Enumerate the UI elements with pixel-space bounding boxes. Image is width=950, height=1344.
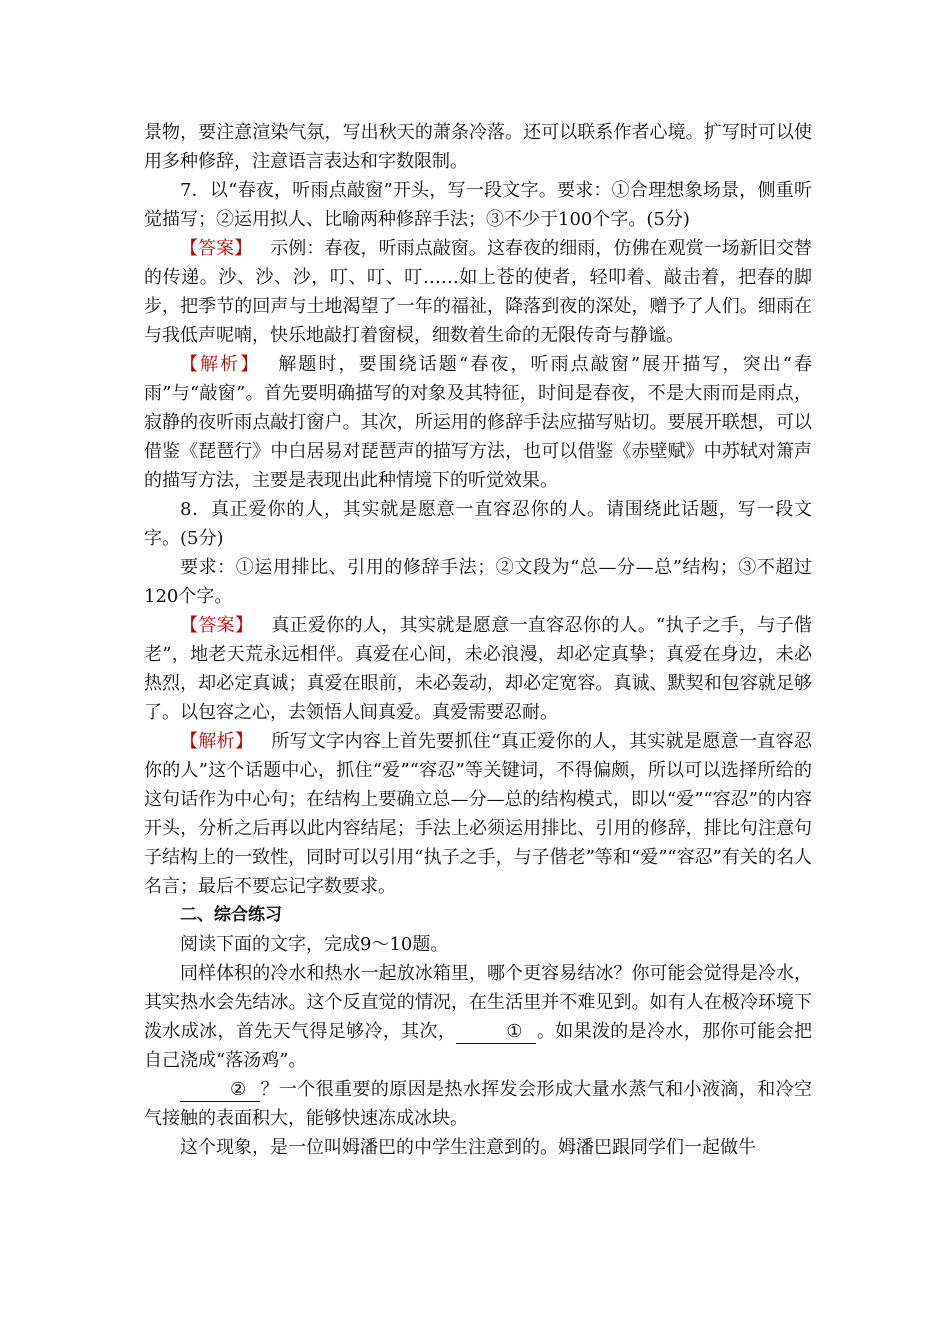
blank-1: ①	[456, 1021, 536, 1044]
passage-1-tail: 。如果泼的是冷水，那你可能会把自己浇成“落汤鸡”。	[144, 1021, 813, 1071]
document-page	[144, 118, 812, 1162]
q8-requirement: 要求：①运用排比、引用的修辞手法；②文段为“总—分—总”结构；③不超过120个字。	[144, 557, 812, 607]
passage-paragraph-3: 这个现象，是一位叫姆潘巴的中学生注意到的。姆潘巴跟同学们一起做牛	[180, 1137, 756, 1158]
q8-answer-paragraph	[144, 611, 812, 727]
passage-2-text: ？一个很重要的原因是热水挥发会形成大量水蒸气和小液滴，和冷空气接触的表面积大，能够快速冻成冰块。	[144, 1079, 812, 1129]
q8-analysis-text: 所写文字内容上首先要抓住“真正爱你的人，其实就是愿意一直容忍你的人”这个话题中心，抓住“爱”“容忍”等关键词，不得偏颇，所以可以选择所给的这句话作为中心句；在结构上要确立总—分—总的结构模式，即以“爱”“容忍”的内容开头，分析之后再以此内容结尾；手法上必须运用排比、引用的修辞，排比句注意句子结构上的一致性，同时可以引用“执子之手，与子偕老”等和“爱”“容忍”有关的名人名言；最后不要忘记字数要求。	[144, 731, 812, 897]
q7-analysis-paragraph	[144, 350, 812, 495]
intro-continuation: 景物，要注意渲染气氛，写出秋天的萧条冷落。还可以联系作者心境。扩写时可以使用多种修辞，注意语言表达和字数限制。	[144, 122, 812, 172]
q8-answer-text: 真正爱你的人，其实就是愿意一直容忍你的人。“执子之手，与子偕老”，地老天荒永远相伴。真爱在心间，未必浪漫，却必定真挚；真爱在身边，未必热烈，却必定真诚；真爱在眼前，未必轰动，却必定宽容。真诚、默契和包容就足够了。以包容之心，去领悟人间真爱。真爱需要忍耐。	[144, 615, 812, 723]
q7-answer-text: 示例：春夜，听雨点敲窗。这春夜的细雨，仿佛在观赏一场新旧交替的传递。沙、沙、沙，叮、叮、叮……如上苍的使者，轻叩着、敲击着，把春的脚步，把季节的回声与土地渴望了一年的福祉，降落到夜的深处，赠予了人们。细雨在与我低声呢喃，快乐地敲打着窗棂，细数着生命的无限传奇与静谧。	[144, 238, 813, 346]
question-8: 8．真正爱你的人，其实就是愿意一直容忍你的人。请围绕此话题，写一段文字。(5分)	[144, 499, 812, 549]
reading-instruction: 阅读下面的文字，完成9～10题。	[180, 934, 449, 955]
answer-tag: 【答案】	[180, 238, 253, 259]
q7-analysis-text: 解题时，要围绕话题“春夜，听雨点敲窗”展开描写，突出“春雨”与“敲窗”。首先要明确描写的对象及其特征，时间是春夜，不是大雨而是雨点，寂静的夜听雨点敲打窗户。其次，所运用的修辞手法应描写贴切。要展开联想，可以借鉴《琵琶行》中白居易对琵琶声的描写方法，也可以借鉴《赤壁赋》中苏轼对箫声的描写方法，主要是表现出此种情境下的听觉效果。	[144, 354, 812, 491]
analysis-tag: 【解析】	[180, 354, 261, 375]
passage-paragraph-2	[144, 1075, 812, 1133]
passage-1-text: 同样体积的冷水和热水一起放冰箱里，哪个更容易结冰？你可能会觉得是冷水，其实热水会先结冰。这个反直觉的情况，在生活里并不难见到。如有人在极冷环境下泼水成冰，首先天气得足够冷，其次，	[144, 963, 812, 1042]
question-7: 7．以“春夜，听雨点敲窗”开头，写一段文字。要求：①合理想象场景，侧重听觉描写；②运用拟人、比喻两种修辞手法；③不少于100个字。(5分)	[144, 180, 812, 230]
answer-tag: 【答案】	[180, 615, 254, 636]
section-heading: 二、综合练习	[180, 905, 282, 925]
blank-2: ②	[180, 1079, 260, 1102]
q7-answer-paragraph	[144, 234, 812, 350]
passage-paragraph-1	[144, 959, 812, 1075]
q8-analysis-paragraph	[144, 727, 812, 901]
analysis-tag: 【解析】	[180, 731, 254, 752]
